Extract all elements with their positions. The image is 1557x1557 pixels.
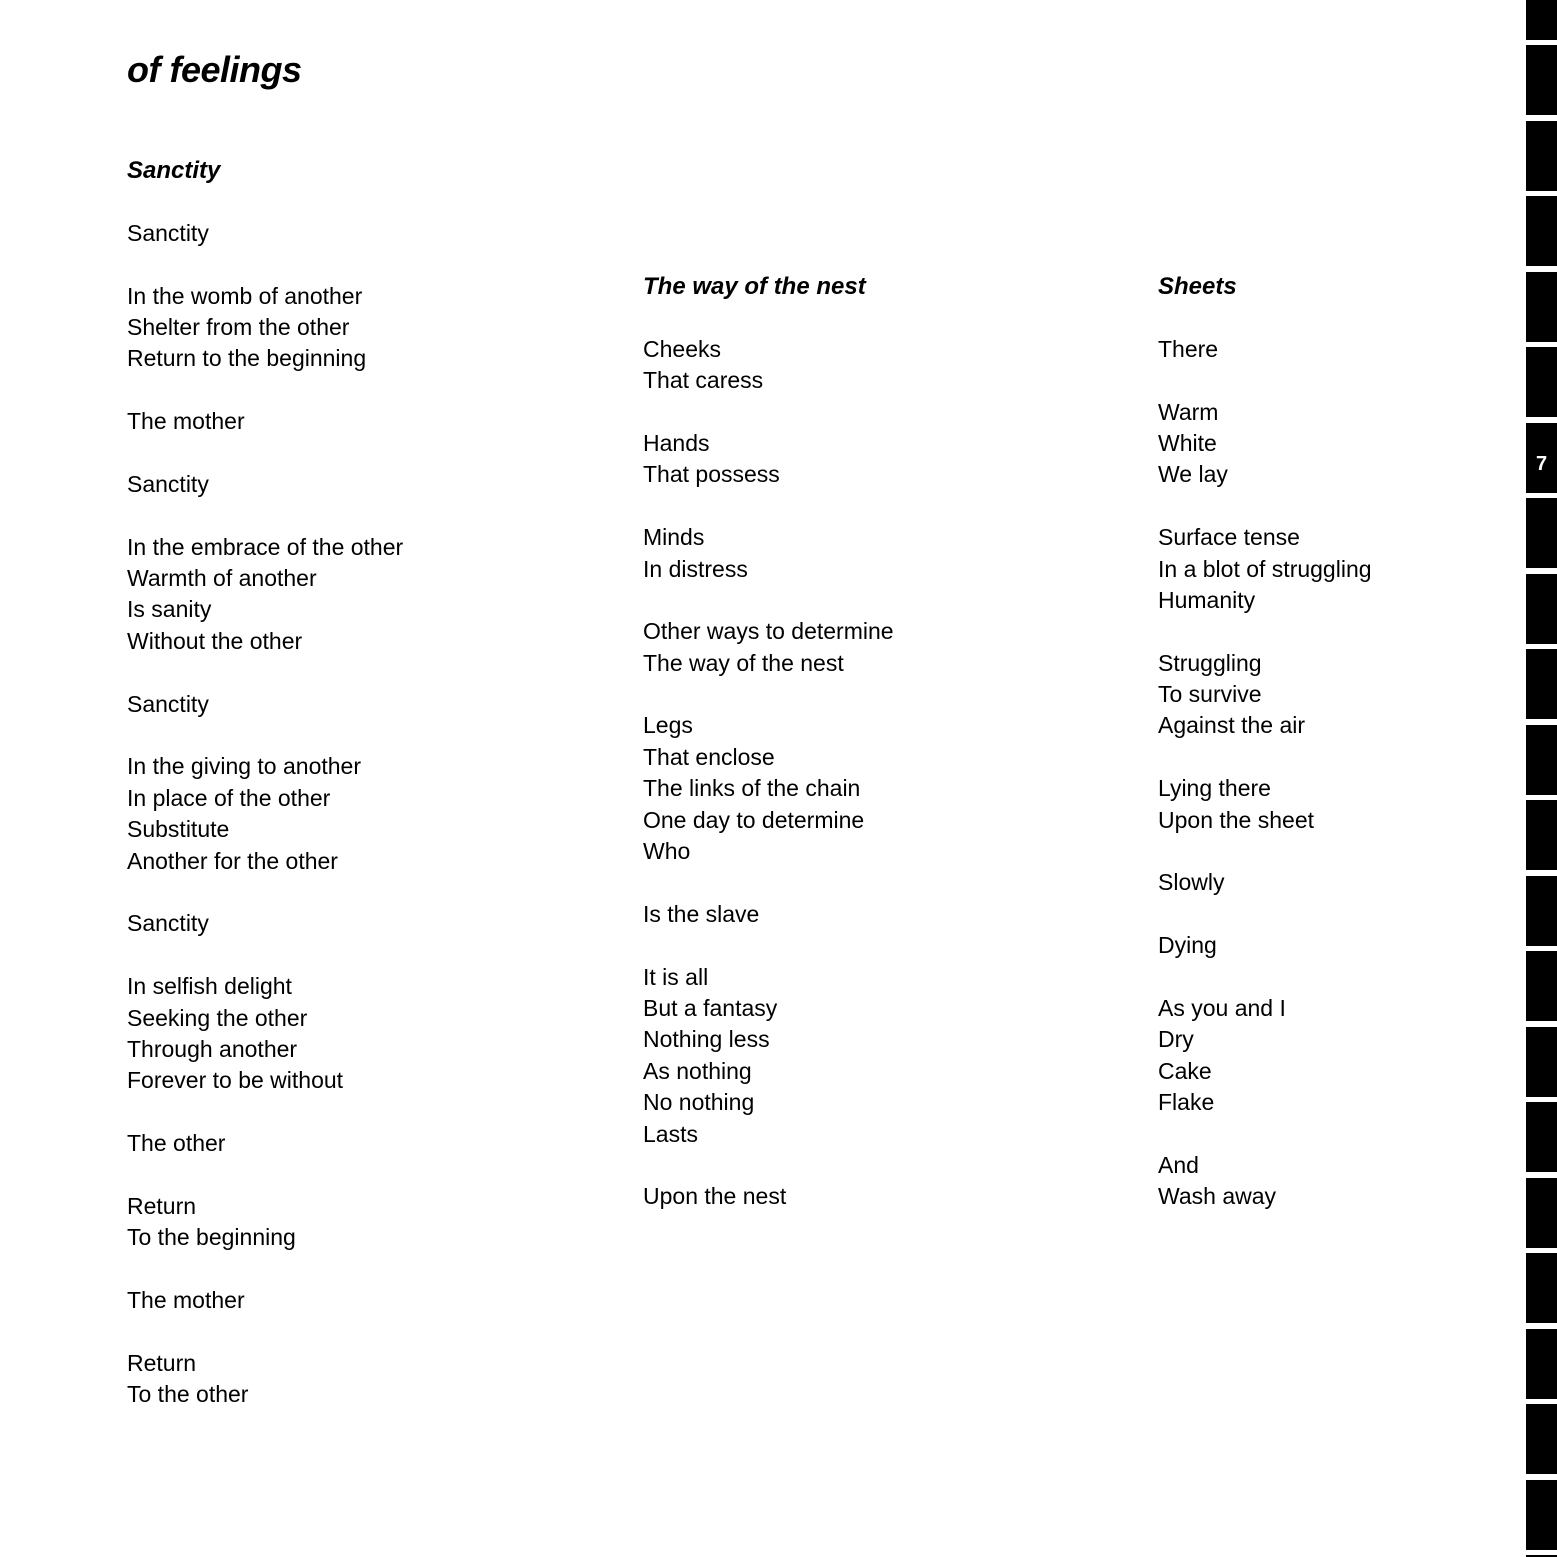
- poem-line: Cake: [1158, 1057, 1212, 1084]
- poem-line: In distress: [643, 555, 748, 582]
- poem-line: Dry: [1158, 1026, 1194, 1053]
- poem-line: And: [1158, 1151, 1199, 1178]
- poem-line: But a fantasy: [643, 994, 778, 1021]
- poem-line: It is all: [643, 963, 709, 990]
- stanza-break: [643, 679, 894, 710]
- stanza: [127, 689, 403, 720]
- poem-line: Warmth of another: [127, 565, 317, 592]
- poem-line: To survive: [1158, 681, 1262, 708]
- page-number: 7: [1535, 453, 1548, 475]
- poem-line: Through another: [127, 1035, 298, 1062]
- stanza-break: [127, 1160, 403, 1191]
- poem-line: Other ways to determine: [643, 618, 894, 645]
- stanza-break: [643, 397, 894, 428]
- stanza: [643, 522, 894, 585]
- stanza-break: [127, 186, 403, 217]
- stanza: [1158, 334, 1372, 365]
- poem-body: [1158, 302, 1372, 1212]
- stanza-break: [1158, 365, 1372, 396]
- stanza: [127, 469, 403, 500]
- stanza-break: [643, 491, 894, 522]
- poem-line: Against the air: [1158, 712, 1306, 739]
- stanza-break: [643, 585, 894, 616]
- stanza: [1158, 648, 1372, 742]
- chapter-tab: [1526, 725, 1557, 795]
- poem-line: As you and I: [1158, 994, 1286, 1021]
- chapter-tab: [1526, 1480, 1557, 1550]
- section-title: of feelings: [127, 49, 302, 90]
- chapter-tab: [1526, 1102, 1557, 1172]
- stanza-break: [1158, 302, 1372, 333]
- poem-line: Struggling: [1158, 649, 1262, 676]
- stanza-break: [127, 657, 403, 688]
- poem-line: Warm: [1158, 398, 1219, 425]
- stanza: [127, 908, 403, 939]
- stanza-break: [643, 1150, 894, 1181]
- stanza: [1158, 930, 1372, 961]
- stanza-break: [1158, 899, 1372, 930]
- stanza: [127, 1191, 403, 1254]
- stanza: [127, 406, 403, 437]
- stanza-break: [643, 867, 894, 898]
- stanza-break: [127, 1254, 403, 1285]
- poem-line: Sanctity: [127, 690, 209, 717]
- poem-line: The links of the chain: [643, 775, 861, 802]
- chapter-tab-strip: [1526, 0, 1557, 1557]
- poem-title: The way of the nest: [643, 273, 866, 300]
- poem-line: In the womb of another: [127, 282, 363, 309]
- stanza-break: [127, 438, 403, 469]
- poem-line: Cheeks: [643, 335, 721, 362]
- poem-sanctity: [127, 155, 403, 1411]
- stanza: [643, 899, 894, 930]
- stanza-break: [127, 720, 403, 751]
- stanza: [1158, 522, 1372, 616]
- poem-line: Flake: [1158, 1089, 1215, 1116]
- poem-line: We lay: [1158, 461, 1228, 488]
- stanza: [127, 971, 403, 1097]
- chapter-tab: [1526, 1253, 1557, 1323]
- poem-line: That enclose: [643, 743, 775, 770]
- chapter-tab: [1526, 1178, 1557, 1248]
- poem-line: Another for the other: [127, 847, 338, 874]
- stanza: [127, 218, 403, 249]
- poem-body: [643, 302, 894, 1212]
- stanza-break: [1158, 491, 1372, 522]
- stanza-break: [127, 375, 403, 406]
- poem-line: Dying: [1158, 932, 1217, 959]
- poem-line: Surface tense: [1158, 524, 1300, 551]
- poem-line: Lying there: [1158, 775, 1271, 802]
- stanza: [127, 751, 403, 877]
- poem-line: The way of the nest: [643, 649, 844, 676]
- stanza: [643, 334, 894, 397]
- stanza: [127, 281, 403, 375]
- stanza: [643, 616, 894, 679]
- stanza: [127, 1285, 403, 1316]
- poem-line: Sanctity: [127, 470, 209, 497]
- poem-line: Substitute: [127, 816, 230, 843]
- poem-line: Is sanity: [127, 596, 212, 623]
- poem-line: Without the other: [127, 627, 303, 654]
- chapter-tab: [1526, 45, 1557, 115]
- poem-line: No nothing: [643, 1089, 755, 1116]
- stanza-break: [643, 930, 894, 961]
- poem-line: Wash away: [1158, 1183, 1277, 1210]
- poem-line: In a blot of struggling: [1158, 555, 1372, 582]
- chapter-tab: [1526, 574, 1557, 644]
- poem-line: In the giving to another: [127, 753, 361, 780]
- poem-line: That caress: [643, 367, 764, 394]
- stanza: [643, 1181, 894, 1212]
- poem-line: To the beginning: [127, 1224, 296, 1251]
- poem-line: To the other: [127, 1381, 249, 1408]
- poem-the-way-of-the-nest: [643, 271, 894, 1213]
- stanza-break: [1158, 742, 1372, 773]
- stanza: [1158, 397, 1372, 491]
- poem-line: In the embrace of the other: [127, 533, 404, 560]
- stanza-break: [1158, 616, 1372, 647]
- poem-title: Sheets: [1158, 273, 1237, 300]
- stanza-break: [127, 940, 403, 971]
- stanza: [1158, 867, 1372, 898]
- poem-line: As nothing: [643, 1057, 752, 1084]
- chapter-tab: [1526, 649, 1557, 719]
- poem-line: In selfish delight: [127, 973, 292, 1000]
- poem-line: The mother: [127, 408, 245, 435]
- poem-line: Sanctity: [127, 910, 209, 937]
- poem-line: Return: [127, 1192, 197, 1219]
- stanza-break: [127, 249, 403, 280]
- chapter-tab: [1526, 272, 1557, 342]
- poem-line: Slowly: [1158, 869, 1225, 896]
- stanza: [1158, 773, 1372, 836]
- poem-line: Upon the nest: [643, 1183, 787, 1210]
- poem-line: Shelter from the other: [127, 313, 350, 340]
- poem-line: Seeking the other: [127, 1004, 308, 1031]
- poem-line: Legs: [643, 712, 693, 739]
- stanza-break: [1158, 962, 1372, 993]
- chapter-tab: [1526, 1027, 1557, 1097]
- stanza-break: [127, 1097, 403, 1128]
- stanza: [127, 1128, 403, 1159]
- poem-line: Lasts: [643, 1120, 698, 1147]
- poem-line: There: [1158, 335, 1219, 362]
- chapter-tab: [1526, 347, 1557, 417]
- stanza: [1158, 1150, 1372, 1213]
- poem-line: Sanctity: [127, 219, 209, 246]
- chapter-tab: [1526, 1329, 1557, 1399]
- chapter-tab: [1526, 1404, 1557, 1474]
- stanza: [127, 1348, 403, 1411]
- stanza: [643, 710, 894, 867]
- stanza-break: [643, 302, 894, 333]
- poem-line: Nothing less: [643, 1026, 770, 1053]
- poem-line: That possess: [643, 461, 780, 488]
- poem-line: One day to determine: [643, 806, 865, 833]
- stanza: [643, 428, 894, 491]
- poem-line: Minds: [643, 524, 705, 551]
- poem-sheets: [1158, 271, 1372, 1213]
- poem-line: Upon the sheet: [1158, 806, 1315, 833]
- chapter-tab: [1526, 876, 1557, 946]
- poem-line: Is the slave: [643, 900, 760, 927]
- poem-line: Hands: [643, 429, 710, 456]
- poem-line: Who: [643, 838, 691, 865]
- chapter-tab: [1526, 800, 1557, 870]
- chapter-tab: [1526, 0, 1557, 40]
- chapter-tab: [1526, 196, 1557, 266]
- chapter-tab: [1526, 121, 1557, 191]
- stanza: [1158, 993, 1372, 1119]
- poem-line: The other: [127, 1130, 226, 1157]
- stanza-break: [127, 877, 403, 908]
- poem-line: In place of the other: [127, 784, 331, 811]
- poem-line: Forever to be without: [127, 1067, 344, 1094]
- stanza-break: [127, 1316, 403, 1347]
- stanza-break: [1158, 1119, 1372, 1150]
- stanza: [643, 962, 894, 1150]
- poem-line: White: [1158, 429, 1217, 456]
- chapter-tab: [1526, 951, 1557, 1021]
- poem-line: Return: [127, 1349, 197, 1376]
- poem-title: Sanctity: [127, 157, 221, 184]
- poem-line: Humanity: [1158, 586, 1256, 613]
- stanza-break: [127, 500, 403, 531]
- poem-line: The mother: [127, 1287, 245, 1314]
- chapter-tab: [1526, 498, 1557, 568]
- stanza-break: [1158, 836, 1372, 867]
- poem-line: Return to the beginning: [127, 345, 367, 372]
- stanza: [127, 532, 403, 658]
- poem-body: [127, 186, 403, 1410]
